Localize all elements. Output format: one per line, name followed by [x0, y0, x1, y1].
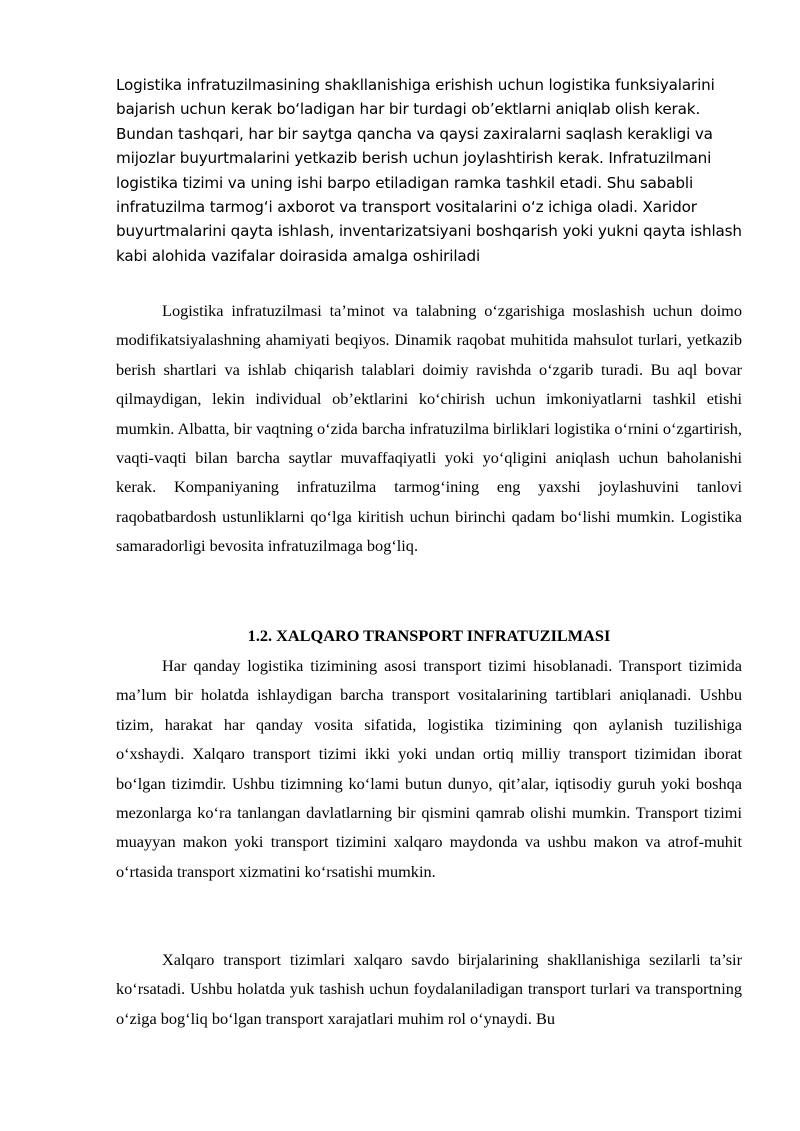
body-paragraph-3: Xalqaro transport tizimlari xalqaro savdo birjalarining shakllanishiga sezilarli ta’sir ko‘rsatadi. Ushbu holatda yuk tashish uchun foydalaniladigan transport turlari va transportning o‘ziga bog‘liq bo‘lgan transport xarajatlari muhim rol o‘ynaydi. Bu: [116, 950, 742, 1028]
intro-paragraph: Logistika infratuzilmasining shakllanishiga erishish uchun logistika funksiyalarini bajarish uchun kerak bo‘ladigan har bir turdagi ob’ektlarni aniqlab olish kerak. Bundan tashqari, har bir saytga qancha va qaysi zaxiralarni saqlash kerakligi va mijozlar buyurtmalarini yetkazib berish uchun joylashtirish kerak. Infratuzilmani logistika tizimi va uning ishi barpo etiladigan ramka tashkil etadi. Shu sababli infratuzilma tarmog‘i axborot va transport vositalarini o‘z ichiga oladi. Xaridor buyurtmalarini qayta ishlash, inventarizatsiyani boshqarish yoki yukni qayta ishlash kabi alohida vazifalar doirasida amalga oshiriladi: [116, 76, 742, 265]
body-paragraph-2: Har qanday logistika tizimining asosi transport tizimi hisoblanadi. Transport tizimida ma’lum bir holatda ishlaydigan barcha transport vositalarining tartiblari aniqlanadi. Ushbu tizim, harakat har qanday vosita sifatida, logistika tizimining qon aylanish tuzilishiga o‘xshaydi. Xalqaro transport tizimi ikki yoki undan ortiq milliy transport tizimidan iborat bo‘lgan tizimdir. Ushbu tizimning ko‘lami butun dunyo, qit’alar, iqtisodiy guruh yoki boshqa mezonlarga ko‘ra tanlangan davlatlarning bir qismini qamrab olishi mumkin. Transport tizimi muayyan makon yoki transport tizimini xalqaro maydonda va ushbu makon va atrof-muhit o‘rtasida transport xizmatini ko‘rsatishi mumkin.: [116, 656, 742, 881]
section-heading: 1.2. XALQARO TRANSPORT INFRATUZILMASI: [247, 626, 611, 645]
body-paragraph-1: Logistika infratuzilmasi ta’minot va talabning o‘zgarishiga moslashish uchun doimo modifikatsiyalashning ahamiyati beqiyos. Dinamik raqobat muhitida mahsulot turlari, yetkazib berish shartlari va ishlab chiqarish talablari doimiy ravishda o‘zgarib turadi. Bu aql bovar qilmaydigan, lekin individual ob’ektlarini ko‘chirish uchun imkoniyatlarni tashkil etishi mumkin. Albatta, bir vaqtning o‘zida barcha infratuzilma birliklari logistika o‘rnini o‘zgartirish, vaqti-vaqti bilan barcha saytlar muvaffaqiyatli yoki yo‘qligini aniqlash uchun baholanishi kerak. Kompaniyaning infratuzilma tarmog‘ining eng yaxshi joylashuvini tanlovi raqobatbardosh ustunliklarni qo‘lga kiritish uchun birinchi qadam bo‘lishi mumkin. Logistika samaradorligi bevosita infratuzilmaga bog‘liq.: [116, 301, 742, 556]
